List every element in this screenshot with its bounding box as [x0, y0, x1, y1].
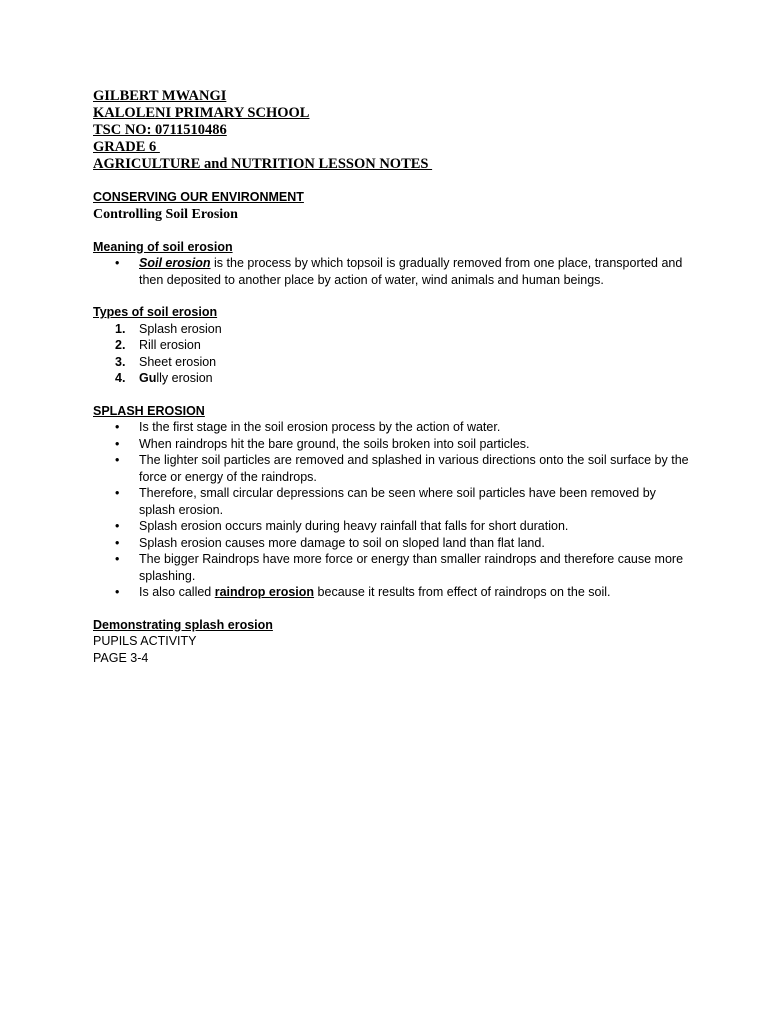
lesson-notes-page — [93, 88, 693, 666]
splash-heading: SPLASH EROSION — [93, 403, 205, 418]
bullet-icon: • — [115, 585, 120, 599]
splash-point: Therefore, small circular depressions can be seen where soil particles have been removed by splash erosion. — [139, 486, 656, 517]
splash-point-prefix: Is also called — [139, 585, 215, 599]
bullet-icon: • — [115, 552, 120, 566]
list-item — [93, 337, 693, 354]
list-item — [93, 370, 693, 387]
type-label-bold-part: Gu — [139, 371, 157, 385]
types-list — [93, 321, 693, 387]
list-item — [93, 551, 693, 584]
bullet-icon: • — [115, 453, 120, 467]
bullet-icon: • — [115, 486, 120, 500]
bullet-icon: • — [115, 436, 120, 451]
splash-point-suffix: because it results from effect of raindrops on the soil. — [314, 585, 611, 599]
topic-heading: CONSERVING OUR ENVIRONMENT — [93, 190, 304, 204]
tsc-number: TSC NO: 0711510486 — [93, 122, 227, 138]
type-label: Rill erosion — [139, 338, 201, 352]
demo-section — [93, 617, 693, 667]
list-number: 1. — [115, 321, 126, 336]
list-item — [93, 436, 693, 453]
splash-point: The lighter soil particles are removed and splashed in various directions onto the soil surface by the force or energy of the raindrops. — [139, 453, 689, 484]
bullet-icon: • — [115, 519, 120, 533]
subtopic-heading: Controlling Soil Erosion — [93, 206, 238, 222]
splash-point: Is the first stage in the soil erosion process by the action of water. — [139, 420, 501, 434]
splash-point: Splash erosion occurs mainly during heavy rainfall that falls for short duration. — [139, 519, 569, 533]
types-heading: Types of soil erosion — [93, 305, 218, 319]
bullet-icon: • — [115, 420, 120, 434]
pupils-activity-label: PUPILS ACTIVITY — [93, 634, 197, 648]
school-name: KALOLENI PRIMARY SCHOOL — [93, 105, 310, 121]
list-item — [93, 485, 693, 518]
list-item — [93, 354, 693, 371]
list-number: 2. — [115, 338, 126, 352]
list-item — [93, 419, 693, 436]
splash-section — [93, 403, 693, 601]
list-number: 3. — [115, 354, 126, 369]
type-label: lly erosion — [156, 371, 213, 385]
page-reference: PAGE 3-4 — [93, 650, 149, 665]
bullet-icon: • — [115, 256, 120, 270]
list-item — [93, 535, 693, 552]
list-item — [93, 321, 693, 338]
meaning-section — [93, 239, 693, 289]
raindrop-erosion-term: raindrop erosion — [214, 585, 315, 599]
splash-list — [93, 419, 693, 601]
splash-point: Splash erosion causes more damage to soil on sloped land than flat land. — [139, 535, 545, 550]
bullet-icon: • — [115, 535, 120, 550]
list-item — [93, 452, 693, 485]
meaning-heading: Meaning of soil erosion — [93, 239, 233, 254]
demo-heading: Demonstrating splash erosion — [93, 617, 273, 632]
types-section — [93, 304, 693, 387]
list-item — [93, 518, 693, 535]
definition-text: is the process by which topsoil is gradually removed from one place, transported and then deposited to another place by action of water, wind animals and human beings. — [139, 256, 683, 287]
type-label: Splash erosion — [139, 321, 222, 336]
subject-title: AGRICULTURE and NUTRITION LESSON NOTES — [93, 156, 433, 172]
definition-term: Soil erosion — [139, 256, 211, 270]
document-header — [93, 88, 693, 173]
teacher-name: GILBERT MWANGI — [93, 88, 227, 104]
list-number: 4. — [115, 371, 126, 385]
splash-point: When raindrops hit the bare ground, the soils broken into soil particles. — [139, 436, 530, 451]
list-item — [93, 584, 693, 601]
splash-point: The bigger Raindrops have more force or energy than smaller raindrops and therefore cause more splashing. — [139, 552, 684, 583]
meaning-list — [93, 255, 693, 288]
list-item — [93, 255, 693, 288]
type-label: Sheet erosion — [139, 354, 217, 369]
grade-label: GRADE 6 — [93, 139, 160, 155]
